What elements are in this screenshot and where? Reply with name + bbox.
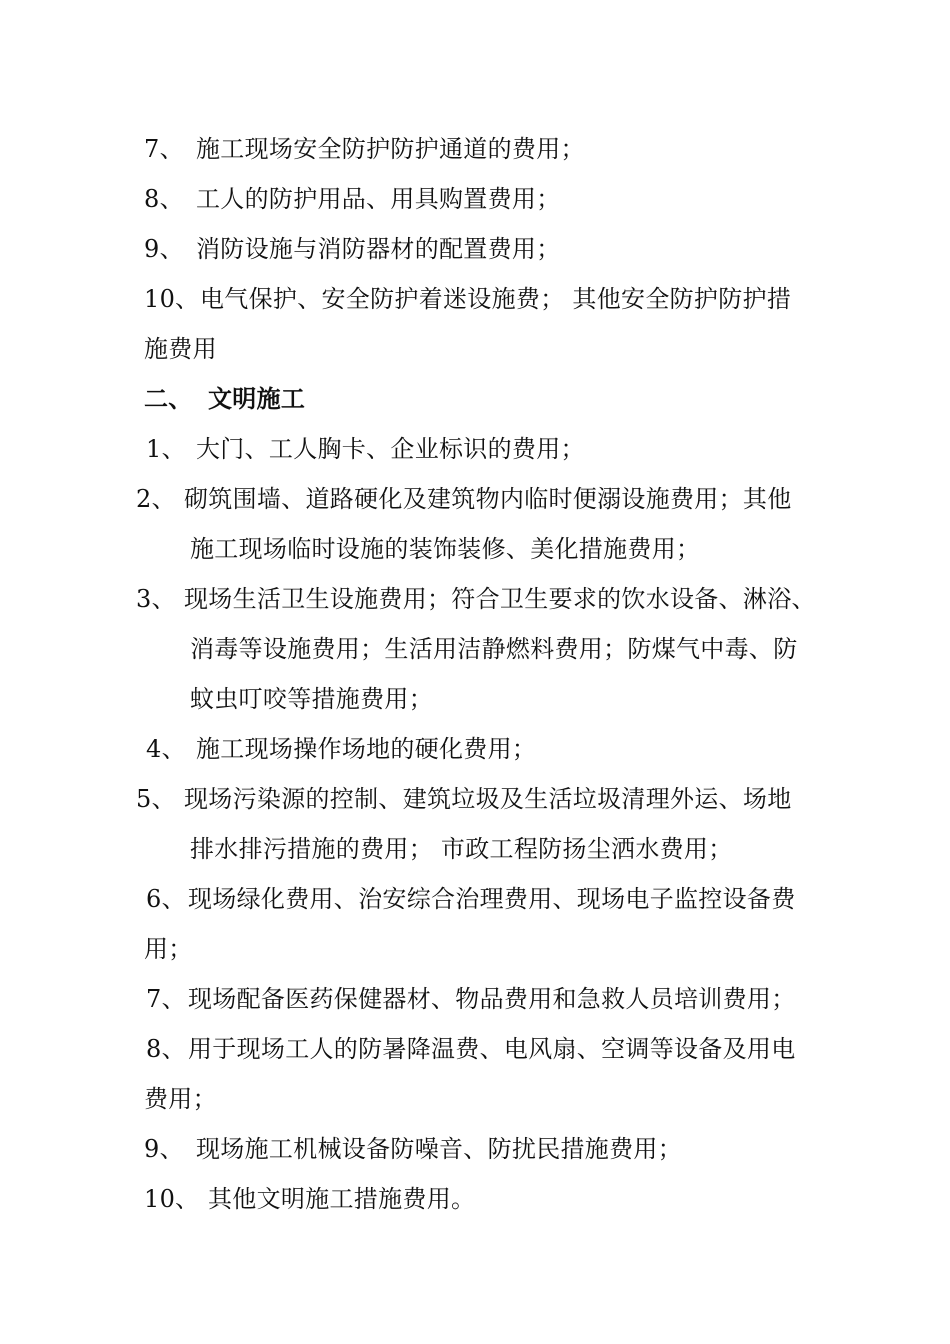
item-number: 6、 bbox=[146, 885, 186, 913]
item-continuation: 费用； bbox=[144, 1085, 217, 1113]
item-text: 其他文明施工措施费用。 bbox=[208, 1185, 476, 1213]
list-item bbox=[146, 433, 585, 465]
item-number: 5、 bbox=[136, 785, 176, 813]
section-number: 二、 bbox=[144, 384, 193, 413]
item-text: 消防设施与消防器材的配置费用； bbox=[196, 235, 561, 263]
item-continuation: 用； bbox=[144, 935, 193, 963]
list-item bbox=[144, 183, 561, 215]
item-continuation: 消毒等设施费用；生活用洁静燃料费用；防煤气中毒、防 bbox=[190, 635, 798, 663]
item-text: 现场绿化费用、治安综合治理费用、现场电子监控设备费 bbox=[188, 885, 796, 913]
item-continuation: 施费用 bbox=[144, 335, 217, 363]
list-item bbox=[146, 1033, 796, 1065]
item-continuation: 施工现场临时设施的装饰装修、美化措施费用； bbox=[190, 535, 701, 563]
item-text: 现场配备医药保健器材、物品费用和急救人员培训费用； bbox=[188, 985, 796, 1013]
list-item bbox=[146, 983, 796, 1015]
list-item bbox=[144, 133, 585, 165]
item-text: 现场生活卫生设施费用；符合卫生要求的饮水设备、淋浴、 bbox=[184, 585, 816, 613]
list-item bbox=[146, 883, 796, 915]
item-continuation: 排水排污措施的费用； 市政工程防扬尘洒水费用； bbox=[190, 835, 733, 863]
item-text: 大门、工人胸卡、企业标识的费用； bbox=[196, 435, 585, 463]
item-number: 9、 bbox=[144, 235, 184, 263]
list-item bbox=[144, 283, 791, 315]
item-text: 施工现场操作场地的硬化费用； bbox=[196, 735, 537, 763]
item-continuation: 蚊虫叮咬等措施费用； bbox=[190, 685, 433, 713]
item-text: 工人的防护用品、用具购置费用； bbox=[196, 185, 561, 213]
item-text: 现场施工机械设备防噪音、防扰民措施费用； bbox=[196, 1135, 682, 1163]
item-number: 1、 bbox=[146, 435, 186, 463]
item-text: 砌筑围墙、道路硬化及建筑物内临时便溺设施费用；其他 bbox=[184, 485, 792, 513]
list-item bbox=[144, 233, 561, 265]
list-item bbox=[144, 1133, 682, 1165]
item-number: 3、 bbox=[136, 585, 176, 613]
item-text: 施工现场安全防护防护通道的费用； bbox=[196, 135, 585, 163]
list-item bbox=[146, 733, 536, 765]
item-text: 现场污染源的控制、建筑垃圾及生活垃圾清理外运、场地 bbox=[184, 785, 792, 813]
item-number: 10、 bbox=[144, 1185, 200, 1213]
list-item bbox=[136, 483, 792, 515]
item-number: 8、 bbox=[144, 185, 184, 213]
item-number: 8、 bbox=[146, 1035, 186, 1063]
item-number: 7、 bbox=[146, 985, 186, 1013]
list-item bbox=[136, 783, 792, 815]
section-heading bbox=[144, 383, 305, 415]
item-number: 10、 bbox=[144, 285, 200, 313]
item-text: 电气保护、安全防护着迷设施费； 其他安全防护防护措 bbox=[200, 285, 792, 313]
item-text: 用于现场工人的防暑降温费、电风扇、空调等设备及用电 bbox=[188, 1035, 796, 1063]
list-item bbox=[136, 583, 816, 615]
item-number: 9、 bbox=[144, 1135, 184, 1163]
item-number: 2、 bbox=[136, 485, 176, 513]
list-item bbox=[144, 1183, 475, 1215]
item-number: 4、 bbox=[146, 735, 186, 763]
section-title: 文明施工 bbox=[208, 384, 306, 413]
item-number: 7、 bbox=[144, 135, 184, 163]
